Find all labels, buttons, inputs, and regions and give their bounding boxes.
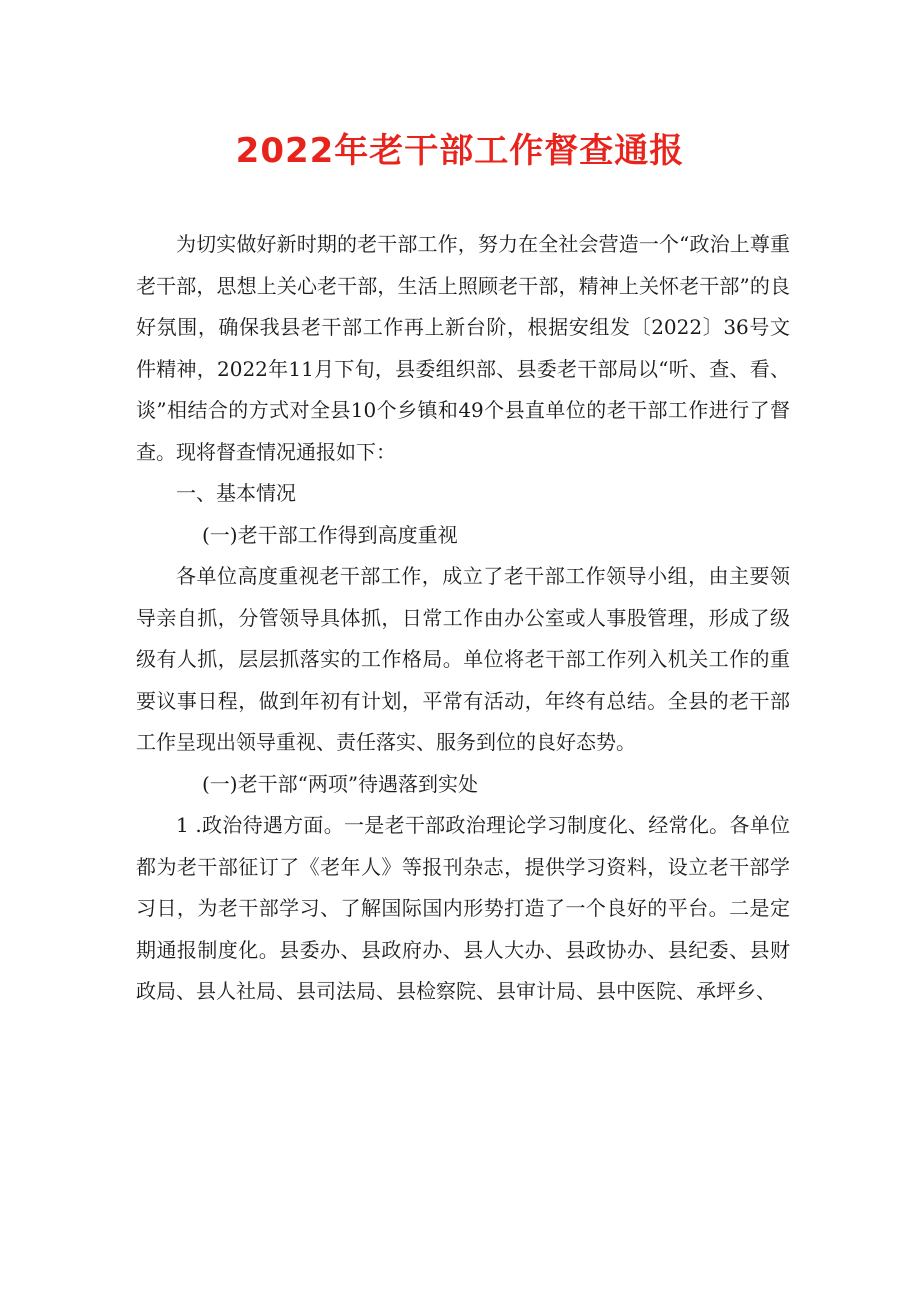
attention-paragraph: 各单位高度重视老干部工作，成立了老干部工作领导小组，由主要领导亲自抓，分管领导具体抓，日常工作由办公室或人事股管理，形成了级级有人抓，层层抓落实的工作格局。单位将老干部工作列入机关工作的重要议事日程，做到年初有计划，平常有活动，年终有总结。全县的老干部工作呈现出领导重视、责任落实、服务到位的良好态势。 [136,564,790,754]
subsection-heading-attention: (一)老干部工作得到高度重视 [202,522,458,547]
political-benefits-paragraph: 1 .政治待遇方面。一是老干部政治理论学习制度化、经常化。各单位都为老干部征订了《老年人》等报刊杂志，提供学习资料，设立老干部学习日，为老干部学习、了解国际国内形势打造了一个良好的平台。二是定期通报制度化。县委办、县政府办、县人大办、县政协办、县纪委、县财政局、县人社局、县司法局、县检察院、县审计局、县中医院、承坪乡、 [136,813,790,1003]
document-title: 2022年老干部工作督查通报 [235,131,685,171]
section-heading-basic: 一、基本情况 [176,481,296,505]
subsection-heading-benefits: (一)老干部“两项”待遇落到实处 [202,771,479,796]
document-body [136,224,790,1013]
intro-paragraph: 为切实做好新时期的老干部工作，努力在全社会营造一个“政治上尊重老干部，思想上关心老干部，生活上照顾老干部，精神上关怀老干部”的良好氛围，确保我县老干部工作再上新台阶，根据安组发〔2022〕36号文件精神，2022年11月下旬，县委组织部、县委老干部局以“听、查、看、谈”相结合的方式对全县10个乡镇和49个县直单位的老干部工作进行了督查。现将督查情况通报如下： [136,232,790,464]
